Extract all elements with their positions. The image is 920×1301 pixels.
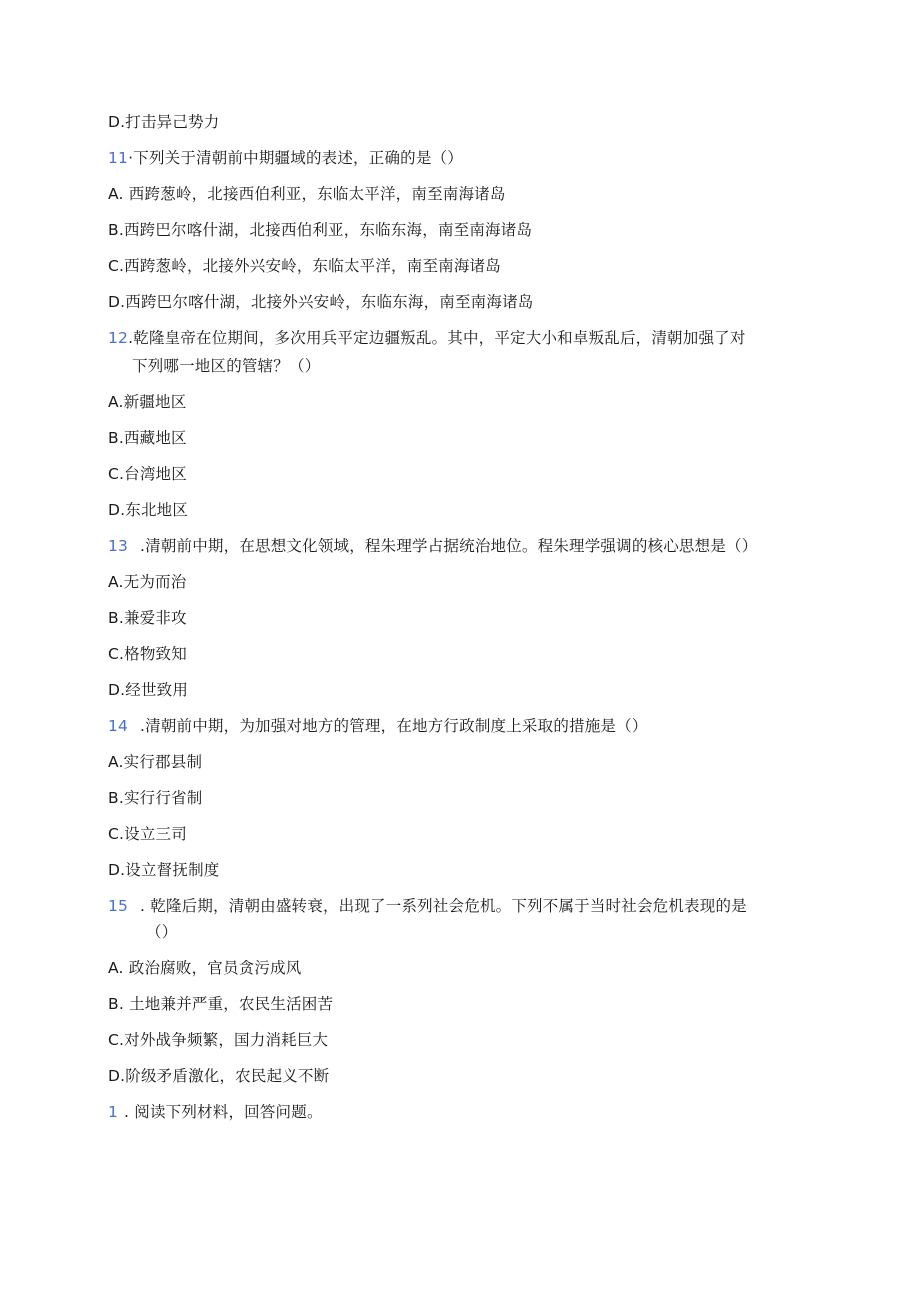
q12-option-a: A.新疆地区	[108, 393, 187, 411]
q13-option-c: C.格物致知	[108, 645, 187, 663]
q13-stem-text: .清朝前中期，在思想文化领域，程朱理学占据统治地位。程朱理学强调的核心思想是（）	[140, 537, 758, 555]
q15-option-a: A. 政治腐败，官员贪污成风	[108, 959, 302, 977]
q10-option-d: D.打击异己势力	[108, 113, 220, 131]
q12-stem-line1: .乾隆皇帝在位期间，多次用兵平定边疆叛乱。其中，平定大小和卓叛乱后，清朝加强了对	[128, 329, 746, 347]
q12-number: 12	[108, 329, 129, 347]
q15-stem-line1: . 乾隆后期，清朝由盛转衰，出现了一系列社会危机。下列不属于当时社会危机表现的是	[140, 897, 747, 915]
q13-stem	[108, 536, 757, 556]
q11-option-d: D.西跨巴尔喀什湖，北接外兴安岭，东临东海，南至南海诸岛	[108, 293, 534, 311]
q14-stem	[108, 716, 648, 736]
q14-number: 14	[108, 717, 129, 735]
q11-number: 11	[108, 149, 129, 167]
q15-option-d: D.阶级矛盾激化，农民起义不断	[108, 1067, 330, 1085]
q15-option-c: C.对外战争频繁，国力消耗巨大	[108, 1031, 329, 1049]
q14-stem-text: .清朝前中期，为加强对地方的管理，在地方行政制度上采取的措施是（）	[140, 717, 648, 735]
q13-option-d: D.经世致用	[108, 681, 189, 699]
q12-option-b: B.西藏地区	[108, 429, 187, 447]
material-question-stem	[108, 1102, 323, 1122]
q11-stem	[108, 148, 463, 168]
q14-option-c: C.设立三司	[108, 825, 187, 843]
q11-option-a: A. 西跨葱岭，北接西伯利亚，东临太平洋，南至南海诸岛	[108, 185, 506, 203]
q15-stem-line2: （）	[146, 923, 178, 941]
q12-stem	[108, 328, 746, 348]
q13-option-b: B.兼爱非攻	[108, 609, 187, 627]
q13-option-a: A.无为而治	[108, 573, 187, 591]
q15-stem	[108, 896, 747, 916]
q11-option-b: B.西跨巴尔喀什湖，北接西伯利亚，东临东海，南至南海诸岛	[108, 221, 533, 239]
q12-option-c: C.台湾地区	[108, 465, 187, 483]
q11-stem-text: ·下列关于清朝前中期疆域的表述，正确的是（）	[128, 149, 463, 167]
q14-option-a: A.实行郡县制	[108, 753, 203, 771]
q14-option-b: B.实行行省制	[108, 789, 203, 807]
q12-stem-line2: 下列哪一地区的管辖？（）	[132, 357, 321, 375]
q14-option-d: D.设立督抚制度	[108, 861, 220, 879]
q12-option-d: D.东北地区	[108, 501, 189, 519]
q15-option-b: B. 土地兼并严重，农民生活困苦	[108, 995, 334, 1013]
q13-number: 13	[108, 537, 129, 555]
q11-option-c: C.西跨葱岭，北接外兴安岭，东临太平洋，南至南海诸岛	[108, 257, 501, 275]
q15-number: 15	[108, 897, 129, 915]
material-number: 1	[108, 1103, 119, 1121]
material-stem-text: . 阅读下列材料，回答问题。	[124, 1103, 323, 1121]
